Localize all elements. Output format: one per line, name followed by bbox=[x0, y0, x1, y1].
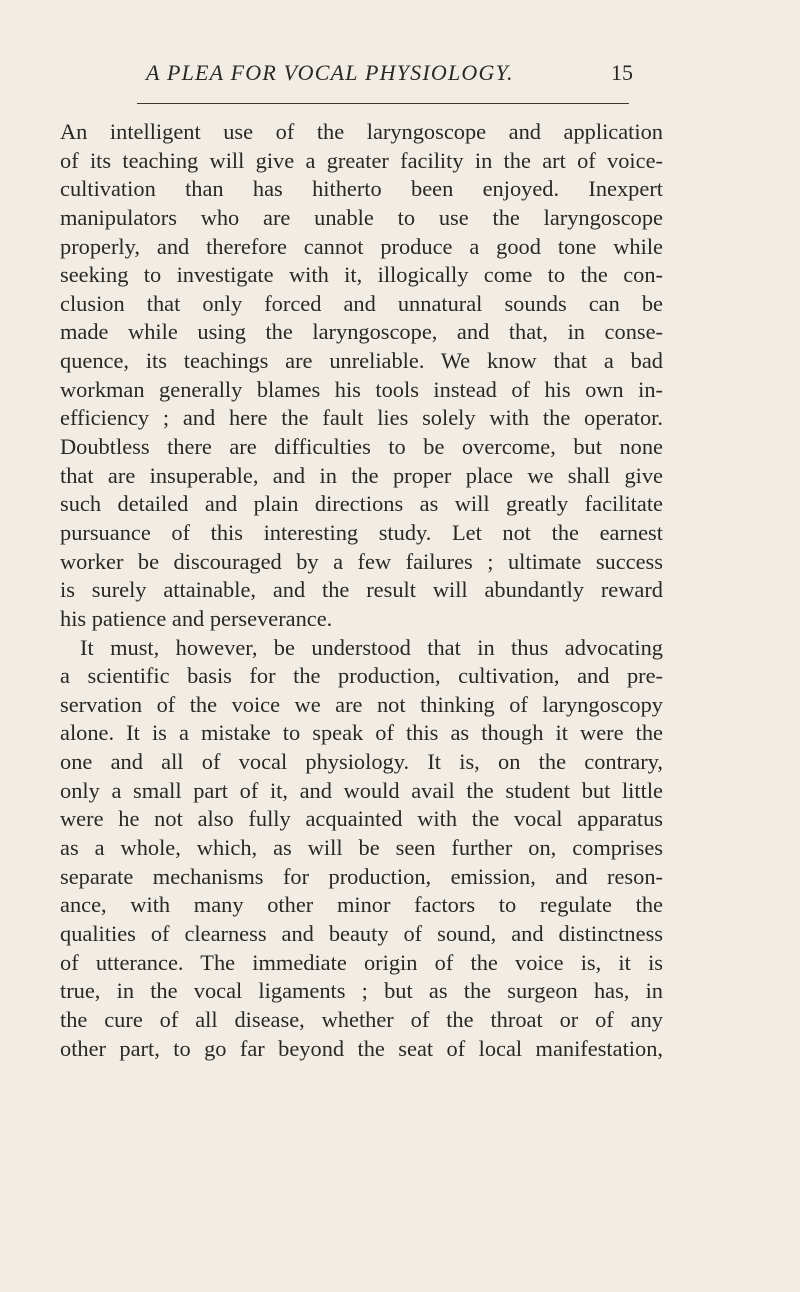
text-line: such detailed and plain directions as will greatly facilitate bbox=[60, 491, 663, 517]
text-line: only a small part of it, and would avail the student but little bbox=[60, 777, 663, 803]
running-title: A PLEA FOR VOCAL PHYSIOLOGY. bbox=[146, 60, 514, 85]
text-line: true, in the vocal ligaments ; but as the surgeon has, in bbox=[60, 978, 663, 1004]
text-line: separate mechanisms for production, emission, and reson- bbox=[60, 863, 663, 889]
text-line: servation of the voice we are not thinking of laryngoscopy bbox=[60, 691, 663, 717]
text-line: manipulators who are unable to use the laryngoscope bbox=[60, 204, 663, 230]
text-line: that are insuperable, and in the proper place we shall give bbox=[60, 462, 663, 488]
text-line: is surely attainable, and the result will abundantly reward bbox=[60, 577, 663, 603]
text-line: ance, with many other minor factors to regulate the bbox=[60, 892, 663, 918]
body-text bbox=[60, 118, 663, 1063]
text-line: of utterance. The immediate origin of the voice is, it is bbox=[60, 949, 663, 975]
text-line: efficiency ; and here the fault lies solely with the operator. bbox=[60, 405, 663, 431]
text-line: workman generally blames his tools instead of his own in- bbox=[60, 376, 663, 402]
text-line: other part, to go far beyond the seat of local manifestation, bbox=[60, 1035, 663, 1061]
text-line: properly, and therefore cannot produce a good tone while bbox=[60, 233, 663, 259]
text-line: Doubtless there are difficulties to be overcome, but none bbox=[60, 434, 663, 460]
text-line: seeking to investigate with it, illogically come to the con- bbox=[60, 262, 663, 288]
text-line: qualities of clearness and beauty of sound, and distinctness bbox=[60, 920, 663, 946]
page-number: 15 bbox=[611, 60, 633, 85]
text-line: alone. It is a mistake to speak of this as though it were the bbox=[60, 720, 663, 746]
text-line: made while using the laryngoscope, and that, in conse- bbox=[60, 319, 663, 345]
text-line: were he not also fully acquainted with the vocal apparatus bbox=[60, 806, 663, 832]
text-line: An intelligent use of the laryngoscope and application bbox=[60, 119, 663, 144]
text-line: of its teaching will give a greater facility in the art of voice- bbox=[60, 147, 663, 173]
text-line: It must, however, be understood that in thus advocating bbox=[80, 634, 663, 660]
text-line: a scientific basis for the production, cultivation, and pre- bbox=[60, 663, 663, 689]
text-line: his patience and perseverance. bbox=[60, 605, 333, 631]
text-line: worker be discouraged by a few failures ; ultimate success bbox=[60, 548, 663, 574]
text-line: one and all of vocal physiology. It is, on the contrary, bbox=[60, 749, 663, 775]
text-line: as a whole, which, as will be seen further on, comprises bbox=[60, 835, 663, 861]
text-line: clusion that only forced and unnatural sounds can be bbox=[60, 290, 663, 316]
text-line: cultivation than has hitherto been enjoyed. Inexpert bbox=[60, 176, 663, 202]
running-head bbox=[0, 58, 800, 98]
header-rule bbox=[137, 103, 629, 104]
text-line: quence, its teachings are unreliable. We know that a bad bbox=[60, 348, 663, 374]
text-line: the cure of all disease, whether of the throat or of any bbox=[60, 1006, 663, 1032]
text-line: pursuance of this interesting study. Let not the earnest bbox=[60, 519, 663, 545]
